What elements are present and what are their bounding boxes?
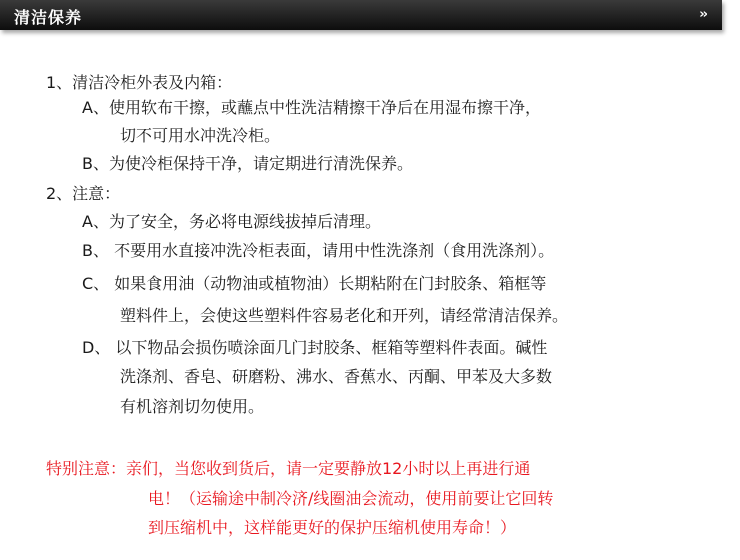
section2-item-c-line2: 塑料件上，会使这些塑料件容易老化和开列，请经常清洁保养。 <box>120 306 569 325</box>
section2-item-d-line2: 洗涤剂、香皂、研磨粉、沸水、香蕉水、丙酮、甲苯及大多数 <box>120 367 553 386</box>
special-notice-line3: 到压缩机中，这样能更好的保护压缩机使用寿命！） <box>148 518 517 537</box>
section2-item-d-line1: D、 以下物品会损伤喷涂面几门封胶条、框箱等塑料件表面。碱性 <box>82 338 548 357</box>
section1-heading: 1、清洁冷柜外表及内箱： <box>46 73 233 92</box>
special-notice-line2: 电！（运输途中制冷济/线圈油会流动，使用前要让它回转 <box>148 489 554 508</box>
section2-heading: 2、注意： <box>46 184 121 203</box>
section2-item-b: B、 不要用水直接冲洗冷柜表面，请用中性洗涤剂（食用洗涤剂）。 <box>82 241 555 260</box>
section1-item-a-line1: A、使用软布干擦，或蘸点中性洗洁精擦干净后在用湿布擦干净， <box>82 98 541 117</box>
special-notice-line1: 特别注意：亲们，当您收到货后，请一定要静放12小时以上再进行通 <box>46 459 531 478</box>
section1-item-a-line2: 切不可用水冲洗冷柜。 <box>120 126 281 145</box>
section2-item-d-line3: 有机溶剂切勿使用。 <box>120 397 265 416</box>
section2-item-a: A、为了安全，务必将电源线拔掉后清理。 <box>82 212 381 231</box>
section2-item-c-line1: C、 如果食用油（动物油或植物油）长期粘附在门封胶条、箱框等 <box>82 274 547 293</box>
double-chevron-right-icon: ›› <box>699 7 706 22</box>
header-title: 清洁保养 <box>14 8 83 27</box>
section1-item-b: B、为使冷柜保持干净，请定期进行清洗保养。 <box>82 154 413 173</box>
